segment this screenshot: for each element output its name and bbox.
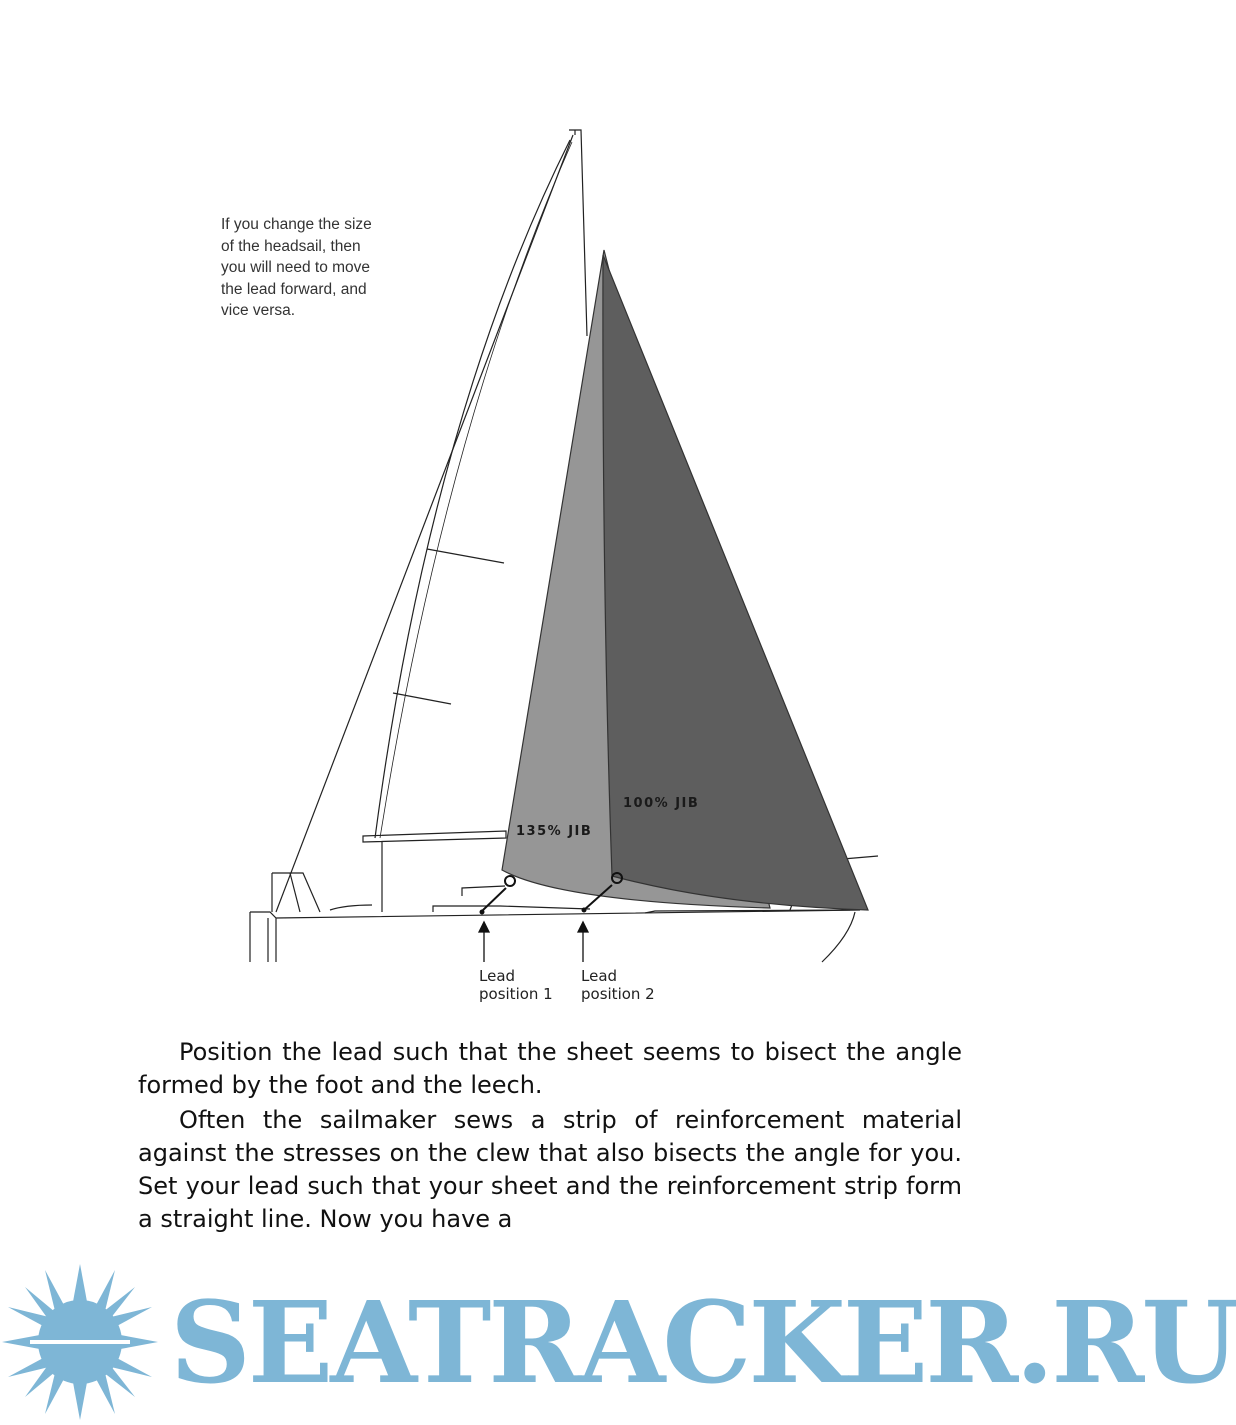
hull xyxy=(250,910,860,962)
paragraph: Often the sailmaker sews a strip of reinforcement material against the stresses on the clew that also bisects the angle for you. Set your lead such that your sheet and the reinforcement strip form a straight line. Now you have a xyxy=(138,1106,962,1233)
mast xyxy=(569,130,587,336)
lead-position-1-label: Lead position 1 xyxy=(479,967,553,1003)
diagram-caption: If you change the size of the headsail, then you will need to move the lead forward, and vice versa. xyxy=(221,216,372,319)
jib-135-label: 135% JIB xyxy=(516,824,593,839)
lead-position-2-label: Lead position 2 xyxy=(581,967,655,1003)
boom xyxy=(363,831,506,842)
clew-135 xyxy=(505,876,515,886)
jib-100-sail xyxy=(603,255,868,910)
watermark-text: SEATRACKER.RU xyxy=(170,1278,1236,1409)
body-text xyxy=(138,1036,962,1238)
jib-100-label: 100% JIB xyxy=(623,796,700,811)
paragraph: Position the lead such that the sheet seems to bisect the angle formed by the foot and the leech. xyxy=(138,1038,962,1099)
